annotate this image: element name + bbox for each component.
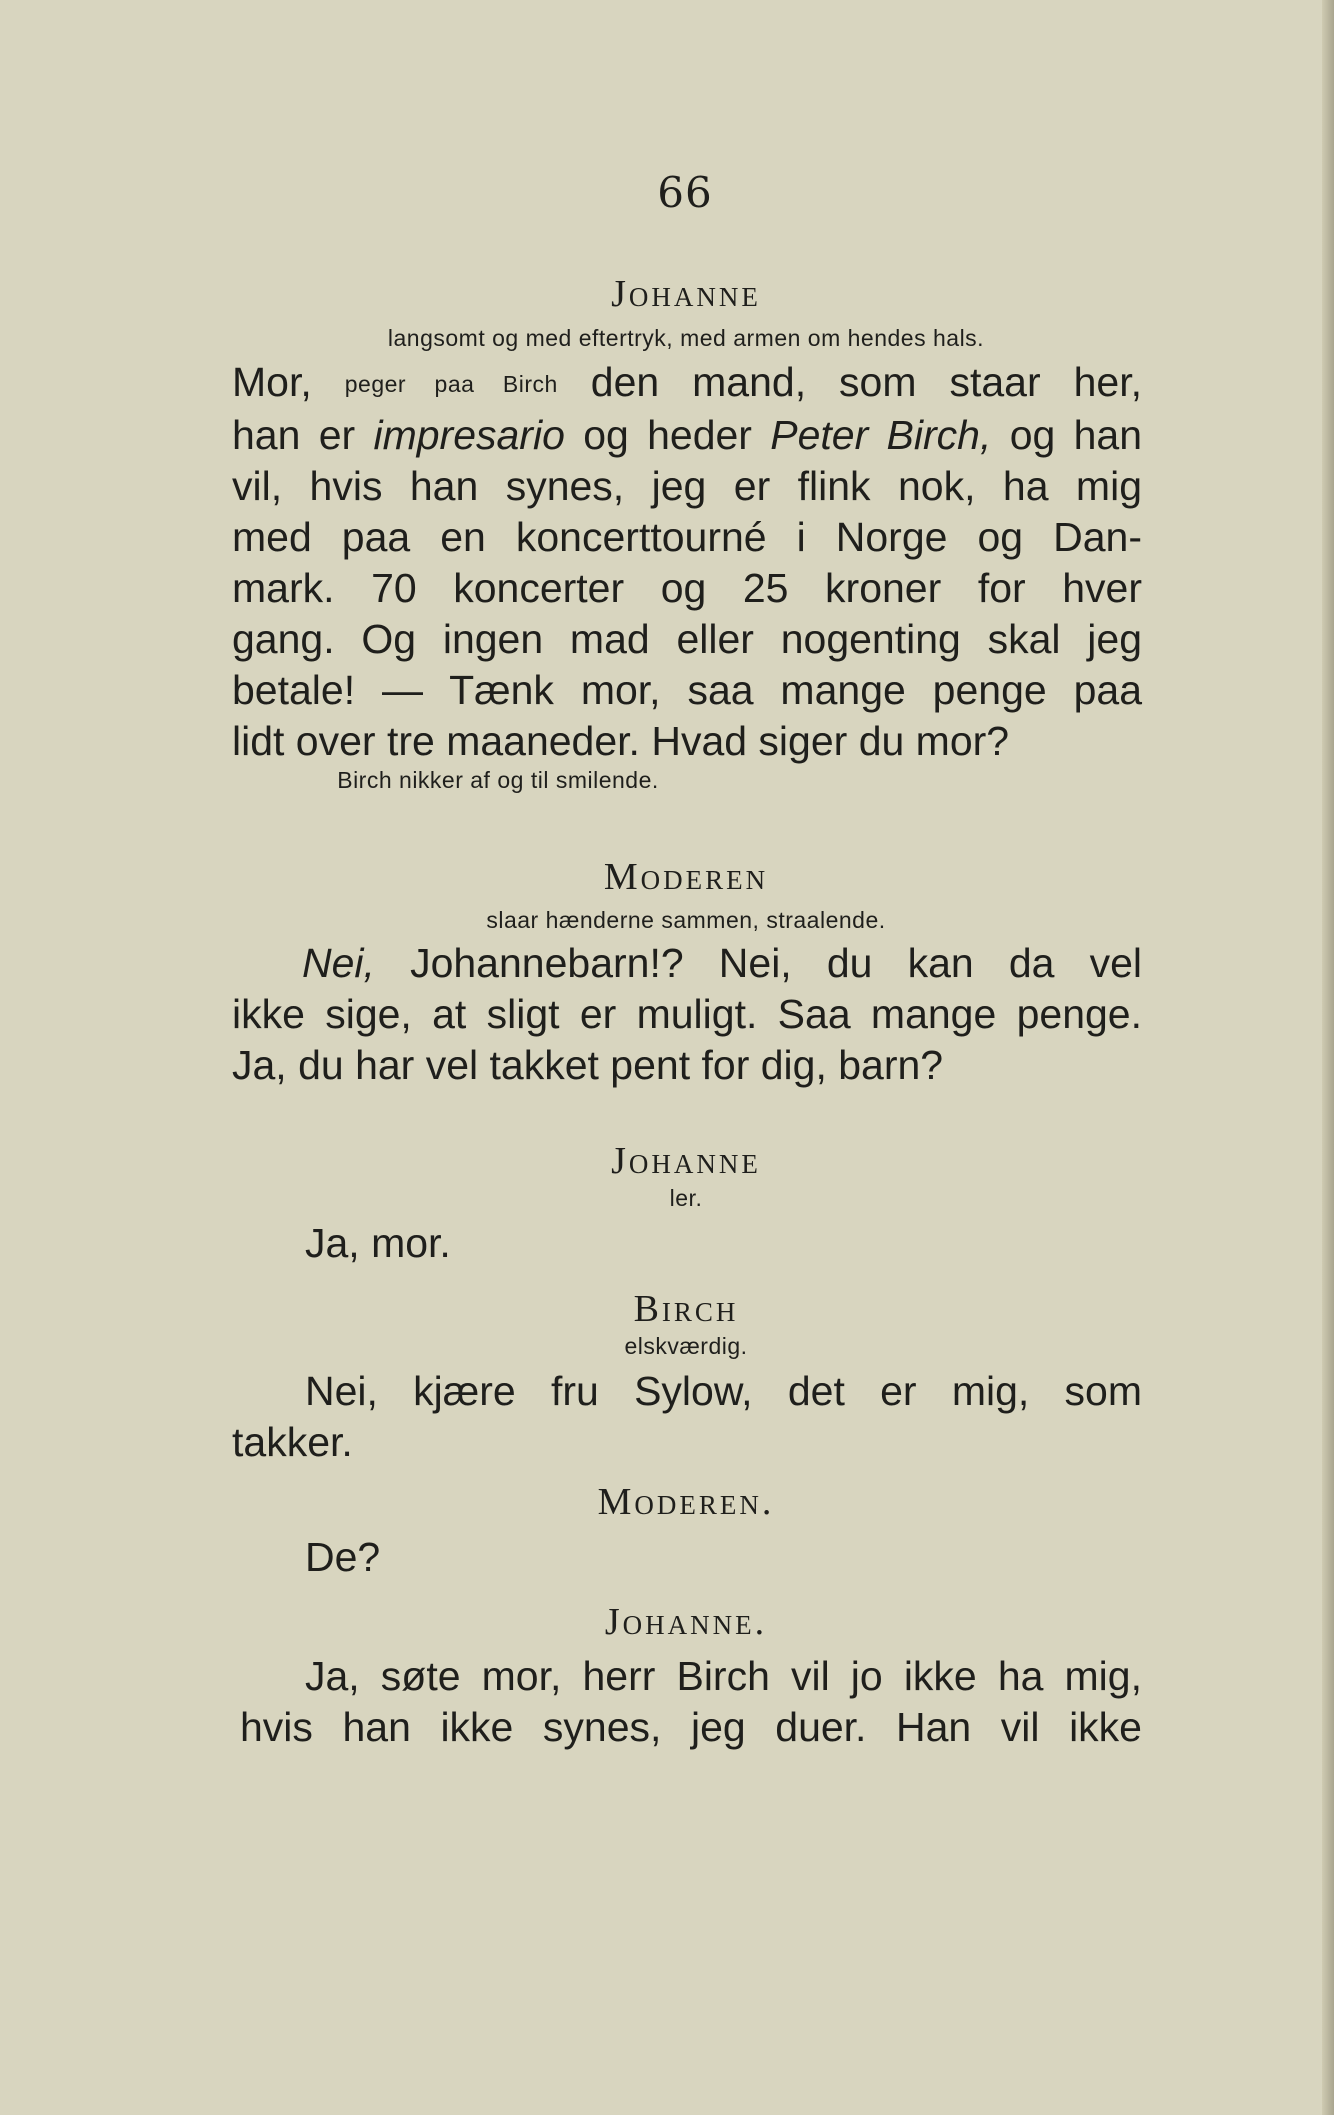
text-line: lidt over tre maaneder. Hvad siger du mor? — [232, 718, 1010, 764]
speech-johanne-2: Ja, mor. — [305, 1220, 451, 1266]
italic-name: Peter Birch, — [770, 412, 992, 458]
stage-direction: ler. — [669, 1185, 703, 1211]
italic-word: Nei, — [302, 940, 375, 986]
stage-aside: peger paa Birch — [344, 371, 558, 397]
text-line: med paa en koncerttourné i Norge og Dan- — [232, 514, 1142, 560]
text-fragment: og heder — [583, 412, 752, 458]
speaker-johanne: Johanne — [611, 273, 761, 315]
text-line: Nei, kjære fru Sylow, det er mig, som — [305, 1368, 1142, 1414]
stage-direction: slaar hænderne sammen, straalende. — [486, 907, 886, 933]
speech-moderen-1 — [232, 938, 1142, 1091]
text-line: gang. Og ingen mad eller nogenting skal jeg — [232, 616, 1142, 662]
text-line: ikke sige, at sligt er muligt. Saa mange penge. — [232, 991, 1142, 1037]
page-edge — [1322, 0, 1334, 2115]
speech-birch-1 — [232, 1366, 1142, 1468]
text-line — [232, 938, 1142, 989]
text-line: mark. 70 koncerter og 25 kroner for hver — [232, 565, 1142, 611]
stage-direction: Birch nikker af og til smilende. — [337, 767, 659, 793]
text-line: betale! — Tænk mor, saa mange penge paa — [232, 667, 1142, 713]
speech-moderen-2: De? — [305, 1534, 381, 1580]
text-line: takker. — [232, 1419, 353, 1465]
speaker-johanne: Johanne — [611, 1140, 761, 1182]
stage-direction: elskværdig. — [624, 1333, 748, 1359]
text-line: Ja, du har vel takket pent for dig, barn? — [232, 1042, 944, 1088]
speech-johanne-3 — [232, 1651, 1142, 1753]
text-line: hvis han ikke synes, jeg duer. Han vil ikke — [240, 1704, 1142, 1750]
text-line — [232, 357, 1142, 410]
text-fragment: han er — [232, 412, 356, 458]
stage-direction: langsomt og med eftertryk, med armen om hendes hals. — [387, 325, 985, 351]
text-fragment: den mand, som staar her, — [590, 359, 1142, 405]
text-fragment: Mor, — [232, 359, 312, 405]
speaker-moderen: Moderen — [603, 856, 769, 898]
speaker-birch: Birch — [633, 1288, 739, 1330]
speech-johanne-1 — [232, 357, 1142, 767]
text-line — [232, 410, 1142, 461]
page-number: 66 — [657, 168, 713, 217]
text-fragment: og han — [1009, 412, 1142, 458]
speaker-johanne: Johanne. — [604, 1601, 768, 1643]
text-line: Ja, søte mor, herr Birch vil jo ikke ha mig, — [305, 1653, 1142, 1699]
speaker-moderen: Moderen. — [597, 1481, 775, 1523]
text-fragment: Johannebarn!? Nei, du kan da vel — [410, 940, 1142, 986]
italic-term: impresario — [373, 412, 565, 458]
text-line: vil, hvis han synes, jeg er flink nok, ha mig — [232, 463, 1142, 509]
